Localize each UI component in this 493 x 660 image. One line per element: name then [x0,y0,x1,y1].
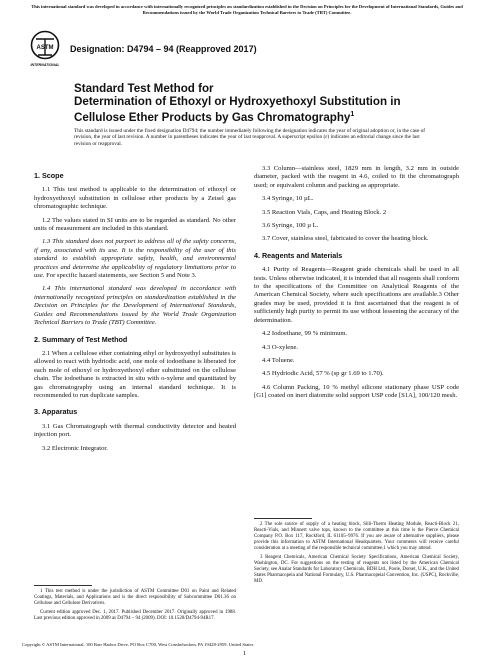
para-4-4: 4.4 Toluene. [262,356,295,364]
logo-subtext: INTERNATIONAL [30,63,60,67]
footnote-3: 3 Reagent Chemicals, American Chemical Society Specifications, American Chemical Society, Washington, DC. For suggestions on the testing of reagents not listed by the American Chemical Society, see Analar Standards for Laboratory Chemicals, BDH Ltd., Poole, Dorset, U.K., and the United States Pharmacopeia and National Formulary, U.S. Pharmacopeial Convention, Inc. (USPC), Rockville, MD. [254,555,459,584]
para-3-6: 3.6 Syringe, 100 µ L. [262,222,319,230]
footnotes-right [254,522,459,588]
para-3-1: 3.1 Gas Chromatograph with thermal conductivity detector and heated injection port. [34,422,236,439]
left-column [34,172,236,458]
title-line-2-text: Cellulose Ether Products by Gas Chromatography [74,110,351,124]
para-1-3-hazard-ref: For specific hazard statements, see Section 5 and Note 3. [46,272,197,280]
international-standard-notice: This international standard was developed in accordance with internationally recognized principles on standardization established in the Decision on Principles for the Development of International Standards, Guides and Recommendations issued by the World Trade Organization Technical Barriers to Trade (TBT) Committee. [31,4,463,15]
right-column [254,165,459,406]
footnotes-left [34,589,236,625]
para-2-1: 2.1 When a cellulose ether containing ethyl or hydroxyethyl substitutes is allowed to react with hydriodic acid, one mole of iodoethane is liberated for each mole of ethoxyl or hydroxyethoxyl ether substituted on the cellulose chain. The iodoethane is extracted in situ with o-xylene and quantitated by gas chromatography using an internal standard technique. It is recommended to run duplicate samples. [34,349,236,399]
para-3-4: 3.4 Syringe, 10 µL. [262,195,314,203]
para-1-4: 1.4 This international standard was developed in accordance with internationally recognized principles on standardization established in the Decision on Principles for the Development of International Standards, Guides and Recommendations issued by the World Trade Organization Technical Barriers to Trade (TBT) Committee. [34,285,236,327]
title-footnote-mark: 1 [350,111,355,118]
para-3-5: 3.5 Reaction Vials, Caps, and Heating Block. 2 [262,208,387,216]
para-1-3-italic: 1.3 This standard does not purport to address all of the safety concerns, if any, associated with its use. It is the responsibility of the user of this standard to establish appropriate safety, health, and environmental practices and determine the applicability of regulatory limitations prior to use. [34,238,236,280]
para-3-2: 3.2 Electronic Integrator. [42,444,108,452]
footnote-2: 2 The sole source of supply of a heating block, Silli-Therm Heating Module, Reacti-Block 21, Reacti-Vials, and Minnert valve tops, known to the committee at this time is the Pierce Chemical Company P.O. Box 117, Rockford, IL 61105–9976. If you are aware of alternative suppliers, please provide this information to ASTM International Headquarters. Your comments will receive careful consideration at a meeting of the responsible technical committee,1 which you may attend. [254,522,459,551]
section-apparatus-heading: 3. Apparatus [34,407,78,417]
title-line-2 [74,108,454,124]
para-4-2: 4.2 Iodoethane, 99 % minimum. [262,330,348,338]
footnote-1-edition: Current edition approved Dec. 1, 2017. Published December 2017. Originally approved in 1988. Last previous edition approved in 2009 as D4794 – 94 (2009). DOI: 10.1520/D4794-94R17. [34,610,236,621]
footnote-rule-left [34,585,92,586]
title-block [74,82,454,124]
para-1-1: 1.1 This test method is applicable to the determination of ethoxyl or hydroxyethoxyl substitution in cellulose ether products by a Zeisel gas chromatographic technique. [34,186,236,211]
para-3-7: 3.7 Cover, stainless steel, fabricated to cover the heating block. [262,235,429,243]
para-4-3: 4.3 O-xylene. [262,343,299,351]
footnote-1: 1 This test method is under the jurisdiction of ASTM Committee D01 on Paint and Related Coatings, Materials, and Applications and is the direct responsibility of Subcommittee D01.36 on Cellulose and Cellulose Derivatives. [34,589,236,606]
designation: Designation: D4794 – 94 (Reapproved 2017) [70,44,257,54]
issuance-statement: This standard is issued under the fixed designation D4794; the number immediately following the designation indicates the year of original adoption or, in the case of revision, the year of last revision. A number in parentheses indicates the year of last reapproval. A superscript epsilon (ε) indicates an editorial change since the last revision or reapproval. [74,128,426,147]
title-line-1: Determination of Ethoxyl or Hydroxyethoxyl Substitution in [74,95,401,108]
section-reagents-heading: 4. Reagents and Materials [254,250,343,260]
para-4-6: 4.6 Column Packing, 10 % methyl silicone stationary phase USP code [G1] coated on inert diatomite solid support USP code [S1A], 100/120 mesh. [254,383,459,400]
para-1-3 [34,238,236,280]
standard-kind: Standard Test Method for [74,82,214,95]
para-3-3: 3.3 Column—stainless steel, 1829 mm in length, 3.2 mm in outside diameter, packed with the reagent in 4.6, coiled to fit the chromatograph used; or equivalent column and packing as appropriate. [254,165,459,189]
para-4-1: 4.1 Purity of Reagents—Reagent grade chemicals shall be used in all tests. Unless otherwise indicated, it is intended that all reagents shall conform to the specifications of the Committee on Analytical Reagents of the American Chemical Society, where such specifications are available.3 Other grades may be used, provided it is first ascertained that the reagent is of sufficiently high purity to permit its use without lessening the accuracy of the determination. [254,266,459,324]
section-scope-heading: 1. Scope [34,171,64,180]
footnote-rule-right [254,518,312,519]
page-number: 1 [243,650,247,657]
copyright-footer: Copyright © ASTM International, 100 Barr Harbor Drive, PO Box C700, West Conshohocken, PA 19428-2959. United States [22,642,254,647]
section-summary-heading: 2. Summary of Test Method [34,334,128,344]
para-1-2: 1.2 The values stated in SI units are to be regarded as standard. No other units of measurement are included in this standard. [34,216,236,233]
astm-logo [30,30,60,70]
logo-text: ASTM [36,45,54,51]
para-4-5: 4.5 Hydriodic Acid, 57 % (sp gr 1.69 to 1.70). [262,370,384,378]
